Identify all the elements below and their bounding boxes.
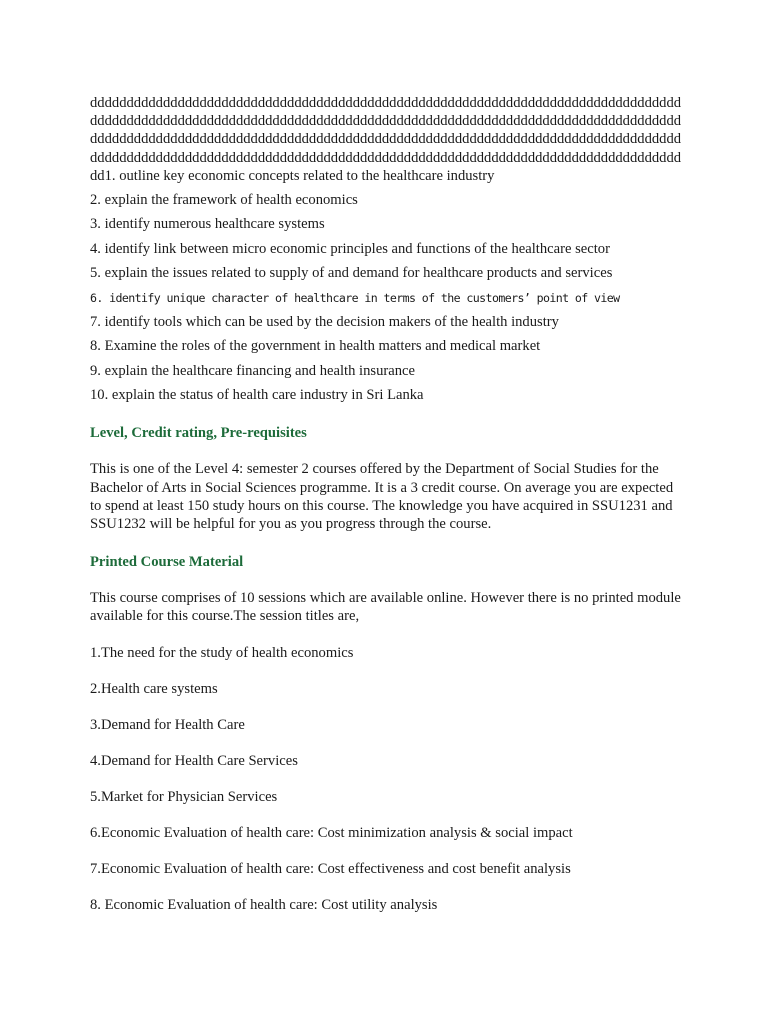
session-item-8: 8. Economic Evaluation of health care: Cost utility analysis [90, 896, 438, 913]
session-item-2: 2.Health care systems [90, 680, 218, 697]
session-list [90, 644, 682, 914]
objective-item-1: outline key economic concepts related to the healthcare industry [115, 167, 495, 184]
level-section-heading: Level, Credit rating, Pre-requisites [90, 425, 307, 442]
session-item-7: 7.Economic Evaluation of health care: Cost effectiveness and cost benefit analysis [90, 860, 571, 877]
session-item-4: 4.Demand for Health Care Services [90, 752, 298, 769]
objective-item-9: 9. explain the healthcare financing and health insurance [90, 362, 415, 379]
session-item-5: 5.Market for Physician Services [90, 788, 278, 805]
objective-item-4: 4. identify link between micro economic principles and functions of the healthcare sector [90, 240, 610, 257]
material-section-body: This course comprises of 10 sessions which are available online. However there is no printed module available for this course.The session titles are, [90, 590, 681, 625]
session-item-6: 6.Economic Evaluation of health care: Cost minimization analysis & social impact [90, 824, 573, 841]
objectives-list [90, 191, 682, 404]
objective-item-7: 7. identify tools which can be used by the decision makers of the health industry [90, 313, 559, 330]
level-section-body: This is one of the Level 4: semester 2 courses offered by the Department of Social Studies for the Bachelor of Arts in Social Sciences programme. It is a 3 credit course. On average you are expected to spend at least 150 study hours on this course. The knowledge you have acquired in SSU1231 and SSU1232 will be helpful for you as you progress through the course. [90, 461, 674, 532]
session-item-3: 3.Demand for Health Care [90, 716, 245, 733]
objective-item-8: 8. Examine the roles of the government in health matters and medical market [90, 338, 541, 355]
objective-item-10: 10. explain the status of health care industry in Sri Lanka [90, 387, 424, 404]
objective-item-2: 2. explain the framework of health economics [90, 192, 358, 209]
session-item-1: 1.The need for the study of health economics [90, 644, 354, 661]
filler-text: dddddddddddddddddddddddddddddddddddddddddddddddddddddddddddddddddddddddddddddddddddddddddddddddddddddddddddddddddddddddddddddddddddddddddddddddddddddddddddddddddddddddddddddddddddddddddddddddddddddddddddddddddddddddddddddddddddddddddddddddddddddddddddddddddddddddddddddddddddddddddddddddddddddddddddddddddddddddddddddddddddddd1. [90, 95, 682, 184]
material-section-heading: Printed Course Material [90, 554, 244, 571]
objective-item-3: 3. identify numerous healthcare systems [90, 216, 325, 233]
objective-item-5: 5. explain the issues related to supply of and demand for healthcare products and services [90, 265, 613, 282]
objective-item-6: 6. identify unique character of healthcare in terms of the customers’ point of view [90, 290, 620, 305]
intro-paragraph [90, 94, 682, 185]
